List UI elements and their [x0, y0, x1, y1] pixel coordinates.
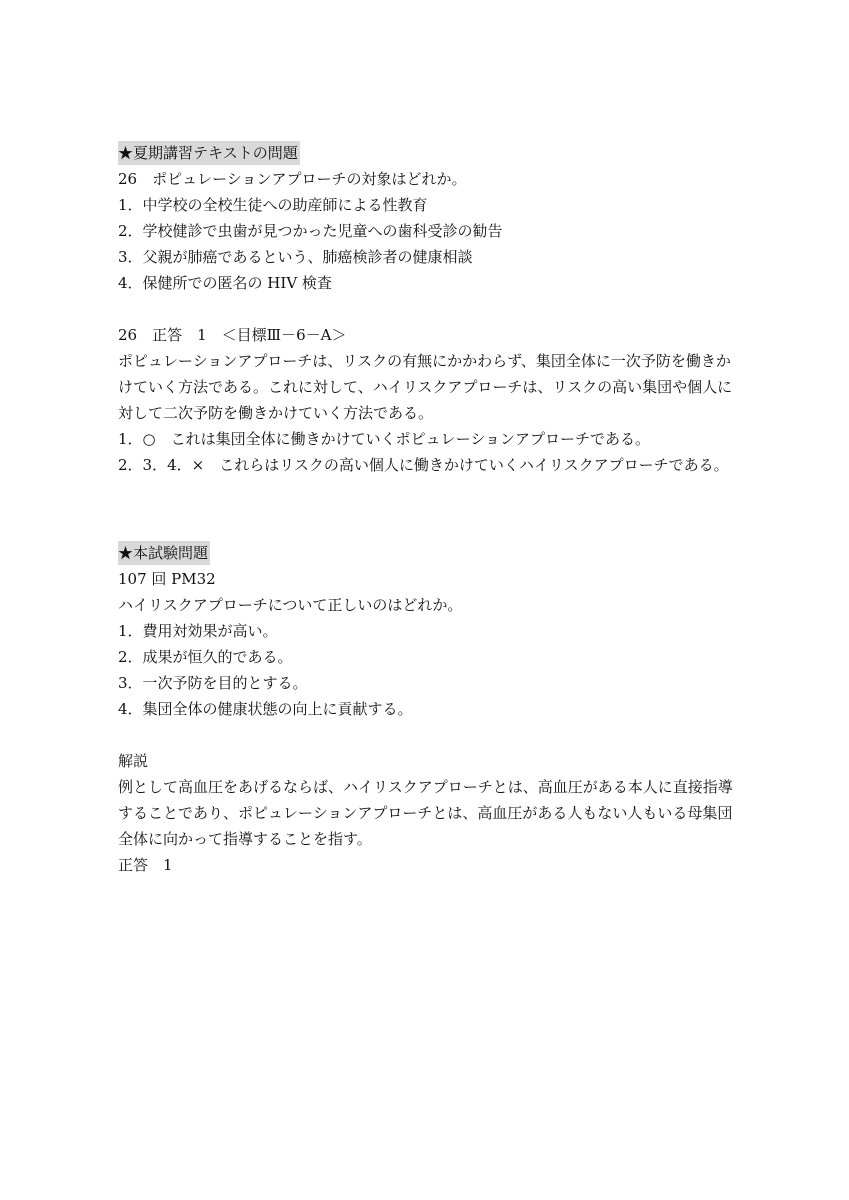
option-item: 1．費用対効果が高い。 [118, 622, 278, 640]
section-heading-summer-text [118, 140, 738, 166]
answer-line: 26 正答 1 ＜目標Ⅲ－6－A＞ [118, 326, 347, 344]
option-item: 4．集団全体の健康状態の向上に貢献する。 [118, 700, 413, 718]
answer-note: 1．○ これは集団全体に働きかけていくポピュレーションアプローチである。 [118, 430, 651, 448]
question-text: ハイリスクアプローチについて正しいのはどれか。 [118, 596, 463, 614]
option-item: 3．一次予防を目的とする。 [118, 674, 308, 692]
section-heading-label: ★夏期講習テキストの問題 [118, 141, 300, 165]
option-item: 3．父親が肺癌であるという、肺癌検診者の健康相談 [118, 248, 473, 266]
section-heading-label: ★本試験問題 [118, 541, 210, 565]
spacer [118, 478, 738, 540]
document-page [118, 140, 738, 878]
explanation-label: 解説 [118, 752, 149, 770]
answer-line: 正答 1 [118, 856, 173, 874]
section-heading-exam [118, 540, 738, 566]
answer-note: 2．3．4．× これらはリスクの高い個人に働きかけていくハイリスクアプローチである。 [118, 456, 729, 474]
option-item: 2．成果が恒久的である。 [118, 648, 293, 666]
spacer [118, 296, 738, 322]
question-text: 26 ポピュレーションアプローチの対象はどれか。 [118, 170, 467, 188]
option-item: 4．保健所での匿名の HIV 検査 [118, 274, 332, 292]
answer-explanation: ポピュレーションアプローチは、リスクの有無にかかわらず、集団全体に一次予防を働きかけていく方法である。これに対して、ハイリスクアプローチは、リスクの高い集団や個人に対して二次予防を働きかけていく方法である。 [118, 352, 733, 422]
explanation-text: 例として高血圧をあげるならば、ハイリスクアプローチとは、高血圧がある本人に直接指導することであり、ポピュレーションアプローチとは、高血圧がある人もない人もいる母集団全体に向かって指導することを指す。 [118, 778, 733, 848]
option-item: 1．中学校の全校生徒への助産師による性教育 [118, 196, 428, 214]
spacer [118, 722, 738, 748]
exam-id: 107 回 PM32 [118, 570, 216, 588]
option-item: 2．学校健診で虫歯が見つかった児童への歯科受診の勧告 [118, 222, 503, 240]
